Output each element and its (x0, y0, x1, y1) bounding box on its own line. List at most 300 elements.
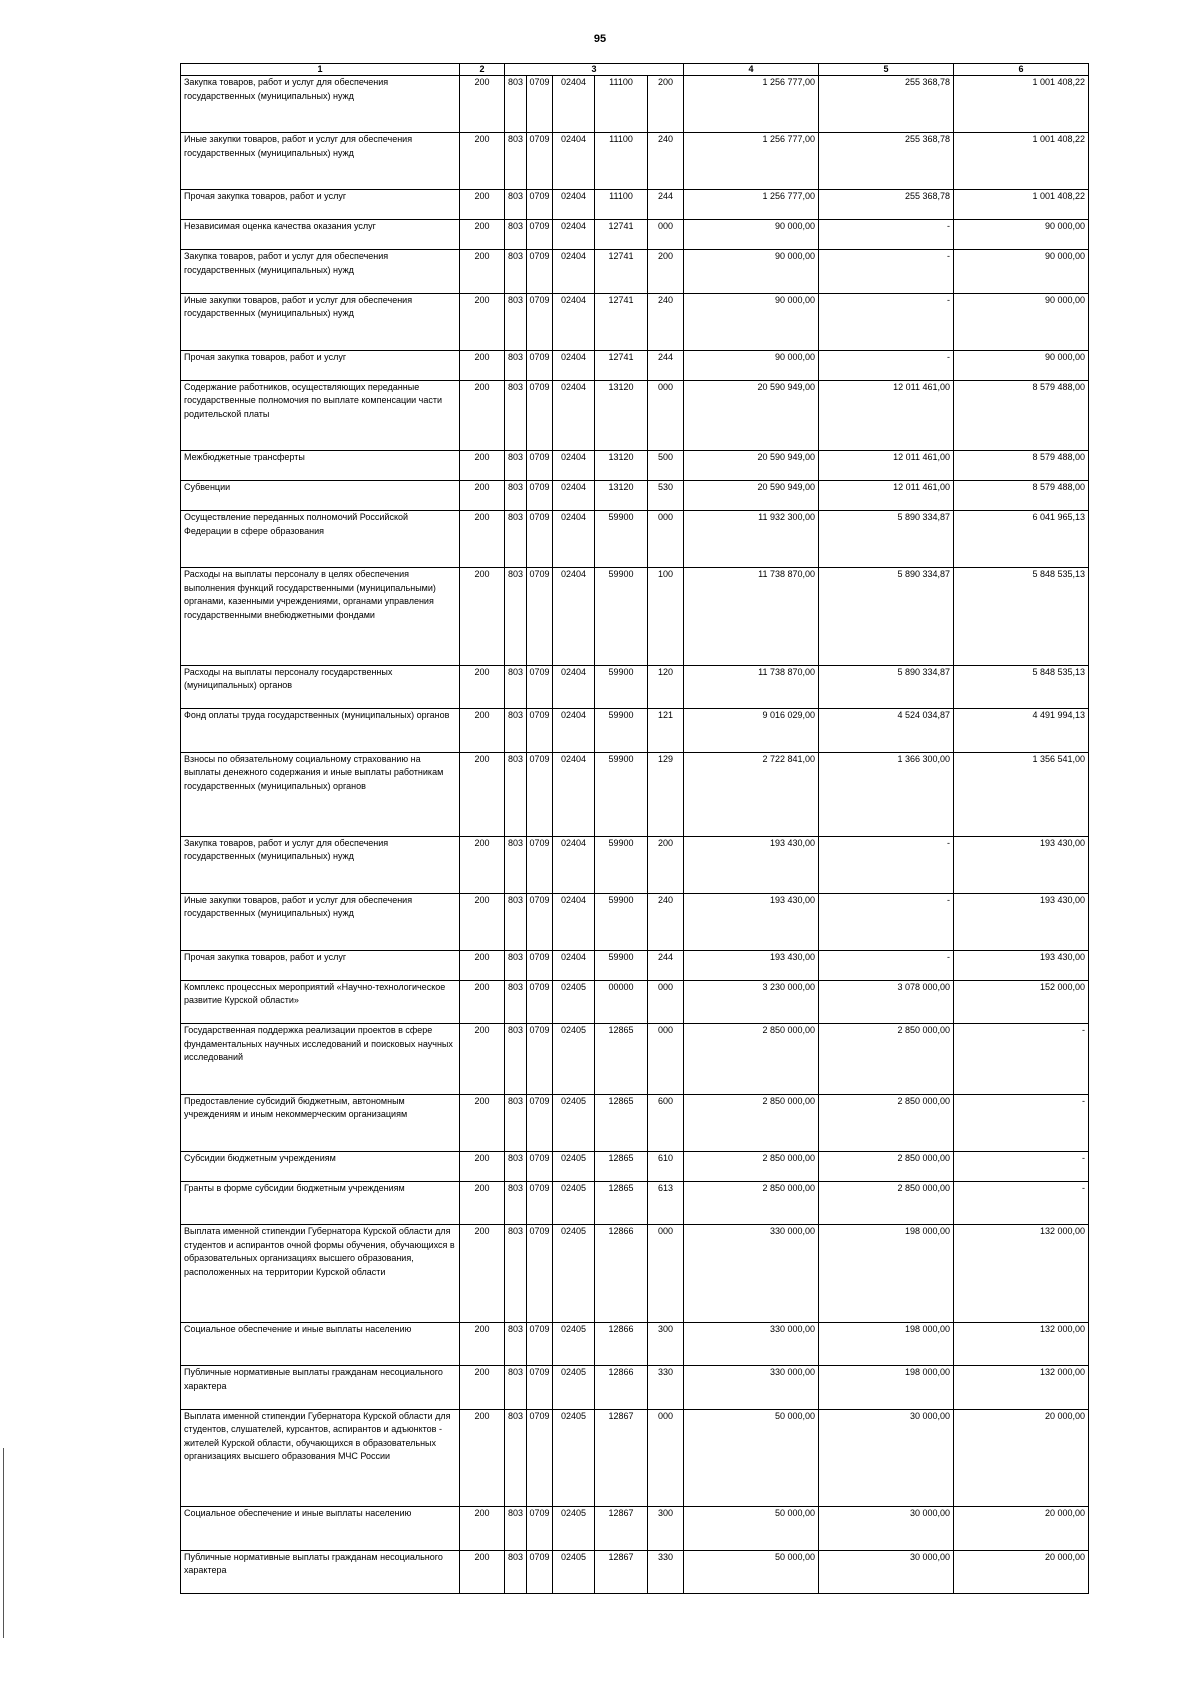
table-row (181, 1181, 1089, 1225)
amount-cell: 1 256 777,00 (684, 133, 819, 190)
code-cell: 12867 (595, 1409, 648, 1507)
code-cell: 13120 (595, 380, 648, 451)
code-cell: 12865 (595, 1181, 648, 1225)
code-cell: 803 (505, 380, 527, 451)
row-name-cell: Прочая закупка товаров, работ и услуг (181, 350, 460, 380)
table-row (181, 709, 1089, 753)
amount-cell: 90 000,00 (684, 350, 819, 380)
code-cell: 02405 (553, 1366, 595, 1410)
code-cell: 12741 (595, 220, 648, 250)
table-row (181, 1024, 1089, 1095)
code-cell: 59900 (595, 752, 648, 836)
code-cell: 0709 (527, 1151, 553, 1181)
row-name-cell: Выплата именной стипендии Губернатора Курской области для студентов, слушателей, курсантов, аспирантов и адъюнктов - жителей Курской области, обучающихся в образовательных организациях высшего образования МЧС России (181, 1409, 460, 1507)
code-cell: 000 (648, 380, 684, 451)
row-name-cell: Комплекс процессных мероприятий «Научно-технологическое развитие Курской области» (181, 980, 460, 1024)
code-cell: 02404 (553, 451, 595, 481)
code-cell: 803 (505, 350, 527, 380)
code-cell: 803 (505, 1225, 527, 1323)
amount-cell: 12 011 461,00 (819, 481, 954, 511)
code-cell: 200 (460, 220, 505, 250)
code-cell: 0709 (527, 1550, 553, 1594)
code-cell: 02404 (553, 752, 595, 836)
table-row (181, 1366, 1089, 1410)
scan-edge-line (3, 1448, 4, 1638)
code-cell: 803 (505, 220, 527, 250)
row-name-cell: Предоставление субсидий бюджетным, автономным учреждениям и иным некоммерческим организациям (181, 1094, 460, 1151)
row-name-cell: Гранты в форме субсидии бюджетным учреждениям (181, 1181, 460, 1225)
code-cell: 13120 (595, 481, 648, 511)
amount-cell: 8 579 488,00 (954, 481, 1089, 511)
code-cell: 0709 (527, 1409, 553, 1507)
code-cell: 11100 (595, 133, 648, 190)
code-cell: 200 (648, 836, 684, 893)
code-cell: 300 (648, 1322, 684, 1366)
row-name-cell: Публичные нормативные выплаты гражданам несоциального характера (181, 1550, 460, 1594)
code-cell: 200 (460, 133, 505, 190)
code-cell: 12741 (595, 293, 648, 350)
table-row (181, 980, 1089, 1024)
amount-cell: 20 590 949,00 (684, 481, 819, 511)
code-cell: 200 (460, 980, 505, 1024)
column-header-5: 5 (819, 64, 954, 76)
table-row (181, 1507, 1089, 1551)
row-name-cell: Осуществление переданных полномочий Российской Федерации в сфере образования (181, 511, 460, 568)
table-row (181, 250, 1089, 294)
code-cell: 100 (648, 568, 684, 666)
amount-cell: 20 590 949,00 (684, 380, 819, 451)
code-cell: 0709 (527, 752, 553, 836)
code-cell: 803 (505, 980, 527, 1024)
amount-cell: 2 850 000,00 (684, 1151, 819, 1181)
code-cell: 02404 (553, 293, 595, 350)
amount-cell: 193 430,00 (684, 893, 819, 950)
code-cell: 0709 (527, 1181, 553, 1225)
code-cell: 02405 (553, 1322, 595, 1366)
column-header-3: 3 (505, 64, 684, 76)
column-header-1: 1 (181, 64, 460, 76)
code-cell: 0709 (527, 665, 553, 709)
amount-cell: 1 256 777,00 (684, 190, 819, 220)
table-row (181, 1151, 1089, 1181)
code-cell: 0709 (527, 1225, 553, 1323)
code-cell: 0709 (527, 511, 553, 568)
amount-cell: 90 000,00 (954, 250, 1089, 294)
code-cell: 12866 (595, 1322, 648, 1366)
table-row (181, 481, 1089, 511)
row-name-cell: Закупка товаров, работ и услуг для обеспечения государственных (муниципальных) нужд (181, 76, 460, 133)
code-cell: 0709 (527, 1366, 553, 1410)
code-cell: 0709 (527, 980, 553, 1024)
code-cell: 0709 (527, 1024, 553, 1095)
code-cell: 300 (648, 1507, 684, 1551)
amount-cell: 50 000,00 (684, 1409, 819, 1507)
code-cell: 200 (460, 1225, 505, 1323)
code-cell: 02405 (553, 1409, 595, 1507)
code-cell: 0709 (527, 1507, 553, 1551)
row-name-cell: Иные закупки товаров, работ и услуг для обеспечения государственных (муниципальных) нужд (181, 893, 460, 950)
code-cell: 59900 (595, 568, 648, 666)
amount-cell: 193 430,00 (684, 950, 819, 980)
amount-cell: 2 850 000,00 (684, 1094, 819, 1151)
code-cell: 244 (648, 190, 684, 220)
code-cell: 200 (460, 752, 505, 836)
code-cell: 02405 (553, 1151, 595, 1181)
amount-cell: 5 848 535,13 (954, 665, 1089, 709)
code-cell: 200 (648, 250, 684, 294)
table-row (181, 511, 1089, 568)
code-cell: 803 (505, 133, 527, 190)
code-cell: 02404 (553, 568, 595, 666)
code-cell: 200 (460, 1550, 505, 1594)
row-name-cell: Прочая закупка товаров, работ и услуг (181, 950, 460, 980)
amount-cell: - (819, 836, 954, 893)
row-name-cell: Взносы по обязательному социальному страхованию на выплаты денежного содержания и иные выплаты работникам государственных (муниципальных) органов (181, 752, 460, 836)
table-row (181, 893, 1089, 950)
table-row (181, 133, 1089, 190)
code-cell: 803 (505, 481, 527, 511)
amount-cell: - (819, 220, 954, 250)
amount-cell: 2 850 000,00 (819, 1151, 954, 1181)
code-cell: 244 (648, 950, 684, 980)
amount-cell: 11 932 300,00 (684, 511, 819, 568)
amount-cell: 8 579 488,00 (954, 380, 1089, 451)
code-cell: 200 (460, 451, 505, 481)
amount-cell: - (819, 250, 954, 294)
code-cell: 200 (460, 481, 505, 511)
code-cell: 13120 (595, 451, 648, 481)
amount-cell: 8 579 488,00 (954, 451, 1089, 481)
code-cell: 02404 (553, 190, 595, 220)
code-cell: 0709 (527, 220, 553, 250)
code-cell: 803 (505, 950, 527, 980)
amount-cell: 255 368,78 (819, 190, 954, 220)
amount-cell: 1 001 408,22 (954, 76, 1089, 133)
amount-cell: 90 000,00 (954, 350, 1089, 380)
table-row (181, 350, 1089, 380)
amount-cell: 193 430,00 (954, 893, 1089, 950)
amount-cell: 11 738 870,00 (684, 665, 819, 709)
amount-cell: 198 000,00 (819, 1322, 954, 1366)
header-row (181, 64, 1089, 76)
code-cell: 0709 (527, 568, 553, 666)
code-cell: 200 (460, 1507, 505, 1551)
table-row (181, 836, 1089, 893)
code-cell: 02404 (553, 250, 595, 294)
amount-cell: 4 491 994,13 (954, 709, 1089, 753)
code-cell: 330 (648, 1550, 684, 1594)
code-cell: 02405 (553, 1550, 595, 1594)
code-cell: 200 (460, 1181, 505, 1225)
row-name-cell: Публичные нормативные выплаты гражданам несоциального характера (181, 1366, 460, 1410)
code-cell: 803 (505, 1507, 527, 1551)
amount-cell: 1 001 408,22 (954, 133, 1089, 190)
table-row (181, 380, 1089, 451)
amount-cell: 2 850 000,00 (819, 1181, 954, 1225)
code-cell: 803 (505, 511, 527, 568)
row-name-cell: Субвенции (181, 481, 460, 511)
code-cell: 0709 (527, 133, 553, 190)
code-cell: 803 (505, 1409, 527, 1507)
amount-cell: 193 430,00 (954, 950, 1089, 980)
amount-cell: - (819, 350, 954, 380)
code-cell: 0709 (527, 190, 553, 220)
code-cell: 200 (460, 1151, 505, 1181)
code-cell: 12866 (595, 1366, 648, 1410)
row-name-cell: Выплата именной стипендии Губернатора Курской области для студентов и аспирантов очной формы обучения, обучающихся в образовательных организациях высшего образования, расположенных на территории Курской области (181, 1225, 460, 1323)
code-cell: 02404 (553, 133, 595, 190)
amount-cell: 20 000,00 (954, 1409, 1089, 1507)
code-cell: 12865 (595, 1094, 648, 1151)
amount-cell: 30 000,00 (819, 1409, 954, 1507)
row-name-cell: Социальное обеспечение и иные выплаты населению (181, 1322, 460, 1366)
code-cell: 530 (648, 481, 684, 511)
amount-cell: 50 000,00 (684, 1550, 819, 1594)
amount-cell: 5 848 535,13 (954, 568, 1089, 666)
code-cell: 0709 (527, 76, 553, 133)
code-cell: 600 (648, 1094, 684, 1151)
amount-cell: 20 000,00 (954, 1507, 1089, 1551)
code-cell: 000 (648, 1024, 684, 1095)
table-row (181, 451, 1089, 481)
table-row (181, 1322, 1089, 1366)
amount-cell: 50 000,00 (684, 1507, 819, 1551)
amount-cell: 198 000,00 (819, 1225, 954, 1323)
code-cell: 12866 (595, 1225, 648, 1323)
amount-cell: 9 016 029,00 (684, 709, 819, 753)
code-cell: 12867 (595, 1550, 648, 1594)
table-row (181, 950, 1089, 980)
code-cell: 803 (505, 1366, 527, 1410)
amount-cell: 330 000,00 (684, 1322, 819, 1366)
code-cell: 12741 (595, 250, 648, 294)
row-name-cell: Закупка товаров, работ и услуг для обеспечения государственных (муниципальных) нужд (181, 836, 460, 893)
code-cell: 240 (648, 893, 684, 950)
code-cell: 803 (505, 1094, 527, 1151)
amount-cell: 30 000,00 (819, 1550, 954, 1594)
code-cell: 0709 (527, 1322, 553, 1366)
amount-cell: 1 366 300,00 (819, 752, 954, 836)
amount-cell: 5 890 334,87 (819, 511, 954, 568)
code-cell: 0709 (527, 1094, 553, 1151)
amount-cell: 6 041 965,13 (954, 511, 1089, 568)
code-cell: 121 (648, 709, 684, 753)
amount-cell: 132 000,00 (954, 1225, 1089, 1323)
page-number: 95 (593, 33, 607, 45)
amount-cell: 152 000,00 (954, 980, 1089, 1024)
code-cell: 0709 (527, 293, 553, 350)
code-cell: 12865 (595, 1024, 648, 1095)
table-row (181, 76, 1089, 133)
code-cell: 200 (460, 709, 505, 753)
code-cell: 0709 (527, 709, 553, 753)
code-cell: 02404 (553, 511, 595, 568)
code-cell: 200 (460, 1024, 505, 1095)
amount-cell: - (954, 1024, 1089, 1095)
amount-cell: 132 000,00 (954, 1366, 1089, 1410)
code-cell: 02405 (553, 1094, 595, 1151)
code-cell: 803 (505, 190, 527, 220)
table-row (181, 1094, 1089, 1151)
code-cell: 200 (460, 511, 505, 568)
code-cell: 0709 (527, 350, 553, 380)
table-row (181, 190, 1089, 220)
code-cell: 12867 (595, 1507, 648, 1551)
amount-cell: 2 850 000,00 (684, 1024, 819, 1095)
code-cell: 59900 (595, 950, 648, 980)
code-cell: 803 (505, 76, 527, 133)
code-cell: 200 (460, 190, 505, 220)
code-cell: 02405 (553, 1225, 595, 1323)
code-cell: 803 (505, 250, 527, 294)
code-cell: 02404 (553, 350, 595, 380)
amount-cell: 3 078 000,00 (819, 980, 954, 1024)
amount-cell: 255 368,78 (819, 133, 954, 190)
code-cell: 613 (648, 1181, 684, 1225)
code-cell: 11100 (595, 190, 648, 220)
amount-cell: 90 000,00 (684, 220, 819, 250)
amount-cell: 11 738 870,00 (684, 568, 819, 666)
amount-cell: 193 430,00 (684, 836, 819, 893)
code-cell: 59900 (595, 709, 648, 753)
amount-cell: 330 000,00 (684, 1225, 819, 1323)
code-cell: 803 (505, 709, 527, 753)
code-cell: 0709 (527, 893, 553, 950)
table-row (181, 1550, 1089, 1594)
code-cell: 200 (460, 1094, 505, 1151)
code-cell: 02404 (553, 836, 595, 893)
code-cell: 200 (460, 1322, 505, 1366)
code-cell: 02404 (553, 481, 595, 511)
row-name-cell: Социальное обеспечение и иные выплаты населению (181, 1507, 460, 1551)
amount-cell: 132 000,00 (954, 1322, 1089, 1366)
row-name-cell: Содержание работников, осуществляющих переданные государственные полномочия по выплате компенсации части родительской платы (181, 380, 460, 451)
row-name-cell: Закупка товаров, работ и услуг для обеспечения государственных (муниципальных) нужд (181, 250, 460, 294)
amount-cell: 90 000,00 (684, 293, 819, 350)
code-cell: 200 (460, 665, 505, 709)
row-name-cell: Иные закупки товаров, работ и услуг для обеспечения государственных (муниципальных) нужд (181, 133, 460, 190)
row-name-cell: Межбюджетные трансферты (181, 451, 460, 481)
code-cell: 240 (648, 133, 684, 190)
amount-cell: 90 000,00 (954, 220, 1089, 250)
amount-cell: - (954, 1151, 1089, 1181)
code-cell: 200 (460, 380, 505, 451)
code-cell: 02405 (553, 1181, 595, 1225)
code-cell: 244 (648, 350, 684, 380)
code-cell: 803 (505, 893, 527, 950)
code-cell: 02405 (553, 1024, 595, 1095)
code-cell: 11100 (595, 76, 648, 133)
code-cell: 02404 (553, 220, 595, 250)
amount-cell: 1 356 541,00 (954, 752, 1089, 836)
code-cell: 12865 (595, 1151, 648, 1181)
amount-cell: 255 368,78 (819, 76, 954, 133)
code-cell: 200 (460, 950, 505, 980)
amount-cell: - (954, 1094, 1089, 1151)
amount-cell: - (819, 950, 954, 980)
code-cell: 803 (505, 1181, 527, 1225)
budget-table-body (181, 76, 1089, 1594)
code-cell: 00000 (595, 980, 648, 1024)
code-cell: 0709 (527, 950, 553, 980)
code-cell: 803 (505, 665, 527, 709)
code-cell: 803 (505, 568, 527, 666)
code-cell: 200 (460, 293, 505, 350)
code-cell: 0709 (527, 451, 553, 481)
code-cell: 803 (505, 451, 527, 481)
row-name-cell: Иные закупки товаров, работ и услуг для обеспечения государственных (муниципальных) нужд (181, 293, 460, 350)
code-cell: 000 (648, 511, 684, 568)
code-cell: 803 (505, 293, 527, 350)
table-row (181, 293, 1089, 350)
row-name-cell: Расходы на выплаты персоналу государственных (муниципальных) органов (181, 665, 460, 709)
code-cell: 02405 (553, 1507, 595, 1551)
code-cell: 02404 (553, 76, 595, 133)
code-cell: 803 (505, 836, 527, 893)
amount-cell: 12 011 461,00 (819, 380, 954, 451)
amount-cell: 4 524 034,87 (819, 709, 954, 753)
code-cell: 02404 (553, 893, 595, 950)
code-cell: 200 (460, 836, 505, 893)
row-name-cell: Расходы на выплаты персоналу в целях обеспечения выполнения функций государственными (муниципальными) органами, казенными учреждениями, органами управления государственными внебюджетными фондами (181, 568, 460, 666)
code-cell: 000 (648, 1225, 684, 1323)
code-cell: 200 (460, 350, 505, 380)
code-cell: 59900 (595, 836, 648, 893)
code-cell: 12741 (595, 350, 648, 380)
code-cell: 610 (648, 1151, 684, 1181)
code-cell: 02404 (553, 950, 595, 980)
amount-cell: - (819, 893, 954, 950)
column-header-4: 4 (684, 64, 819, 76)
code-cell: 200 (460, 1366, 505, 1410)
amount-cell: 2 722 841,00 (684, 752, 819, 836)
amount-cell: 90 000,00 (684, 250, 819, 294)
table-row (181, 665, 1089, 709)
amount-cell: 3 230 000,00 (684, 980, 819, 1024)
code-cell: 803 (505, 1550, 527, 1594)
code-cell: 0709 (527, 380, 553, 451)
code-cell: 000 (648, 1409, 684, 1507)
amount-cell: - (819, 293, 954, 350)
amount-cell: 1 001 408,22 (954, 190, 1089, 220)
code-cell: 000 (648, 220, 684, 250)
column-header-2: 2 (460, 64, 505, 76)
code-cell: 200 (460, 76, 505, 133)
table-row (181, 568, 1089, 666)
code-cell: 200 (460, 1409, 505, 1507)
budget-table (180, 63, 1089, 1594)
code-cell: 02404 (553, 665, 595, 709)
amount-cell: 20 000,00 (954, 1550, 1089, 1594)
amount-cell: 30 000,00 (819, 1507, 954, 1551)
amount-cell: 5 890 334,87 (819, 568, 954, 666)
code-cell: 59900 (595, 511, 648, 568)
table-row (181, 220, 1089, 250)
amount-cell: 2 850 000,00 (819, 1024, 954, 1095)
code-cell: 200 (460, 568, 505, 666)
amount-cell: 90 000,00 (954, 293, 1089, 350)
column-header-6: 6 (954, 64, 1089, 76)
code-cell: 240 (648, 293, 684, 350)
code-cell: 0709 (527, 836, 553, 893)
amount-cell: 330 000,00 (684, 1366, 819, 1410)
row-name-cell: Прочая закупка товаров, работ и услуг (181, 190, 460, 220)
amount-cell: 2 850 000,00 (819, 1094, 954, 1151)
row-name-cell: Независимая оценка качества оказания услуг (181, 220, 460, 250)
amount-cell: - (954, 1181, 1089, 1225)
code-cell: 330 (648, 1366, 684, 1410)
table-row (181, 1409, 1089, 1507)
